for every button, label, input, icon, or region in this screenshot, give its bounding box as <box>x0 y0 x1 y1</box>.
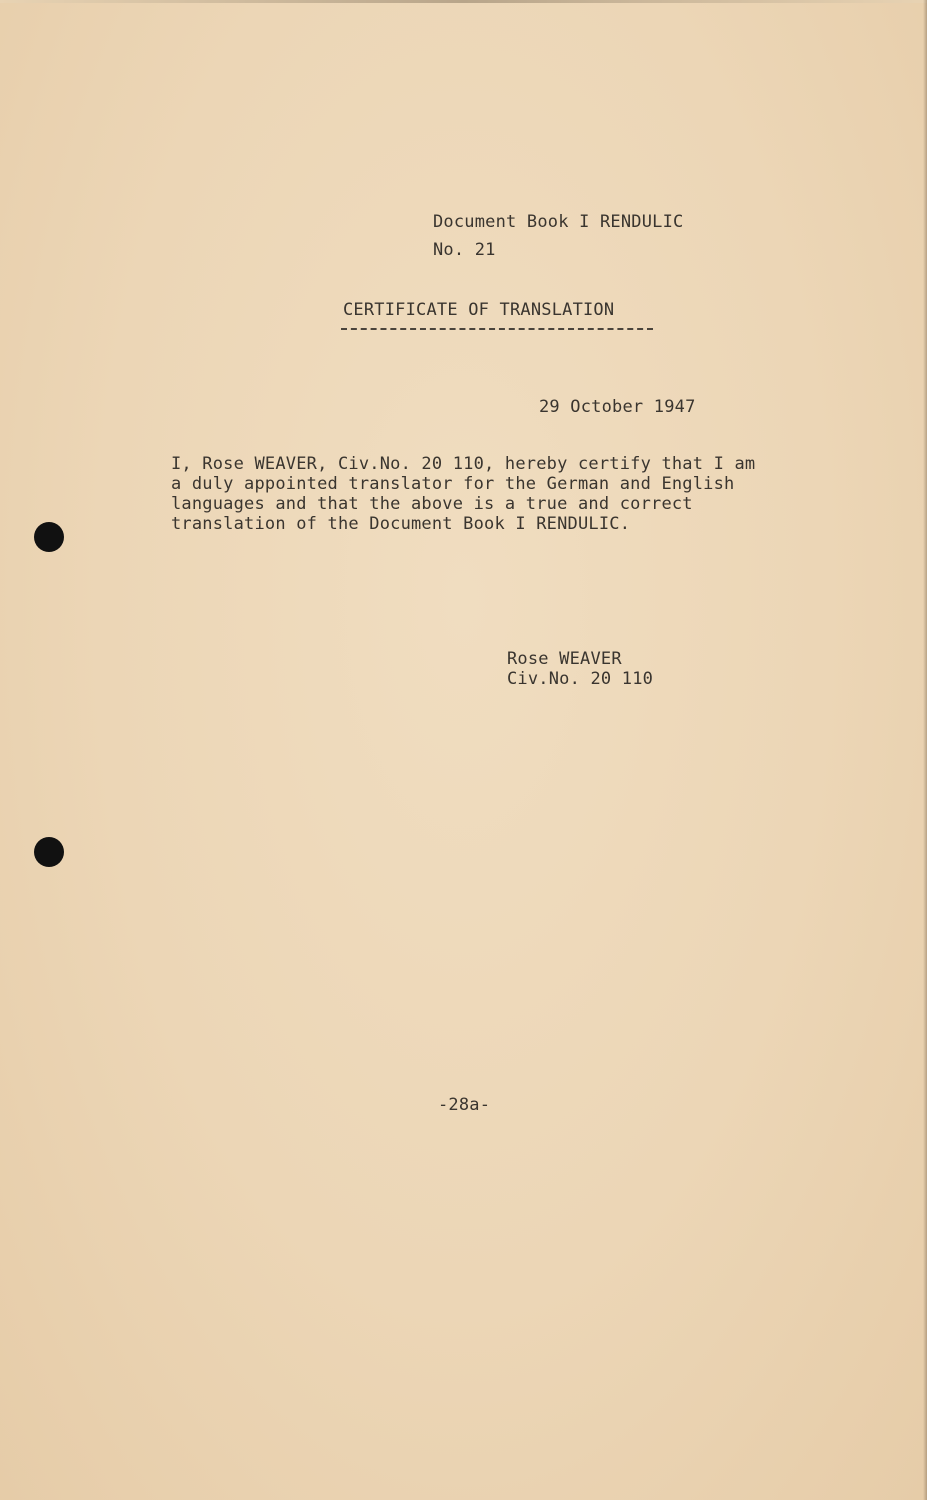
paragraph-line: I, Rose WEAVER, Civ.No. 20 110, hereby certify that I am <box>171 454 756 474</box>
certificate-date: 29 October 1947 <box>539 397 696 417</box>
certificate-title: CERTIFICATE OF TRANSLATION <box>343 300 615 320</box>
document-book-heading: Document Book I RENDULIC <box>433 212 684 232</box>
document-number: No. 21 <box>433 240 496 260</box>
title-underline <box>341 328 653 330</box>
punch-hole-icon <box>34 837 64 867</box>
paper-right-edge <box>923 0 927 1500</box>
page-number: -28a- <box>438 1095 491 1115</box>
paragraph-line: languages and that the above is a true and correct <box>171 494 693 514</box>
paragraph-line: a duly appointed translator for the German and English <box>171 474 735 494</box>
signatory-name: Rose WEAVER <box>507 649 622 669</box>
punch-hole-icon <box>34 522 64 552</box>
signatory-civ-number: Civ.No. 20 110 <box>507 669 654 689</box>
certification-paragraph <box>171 454 831 534</box>
paragraph-line: translation of the Document Book I RENDULIC. <box>171 514 631 534</box>
paper-top-edge <box>0 0 927 3</box>
